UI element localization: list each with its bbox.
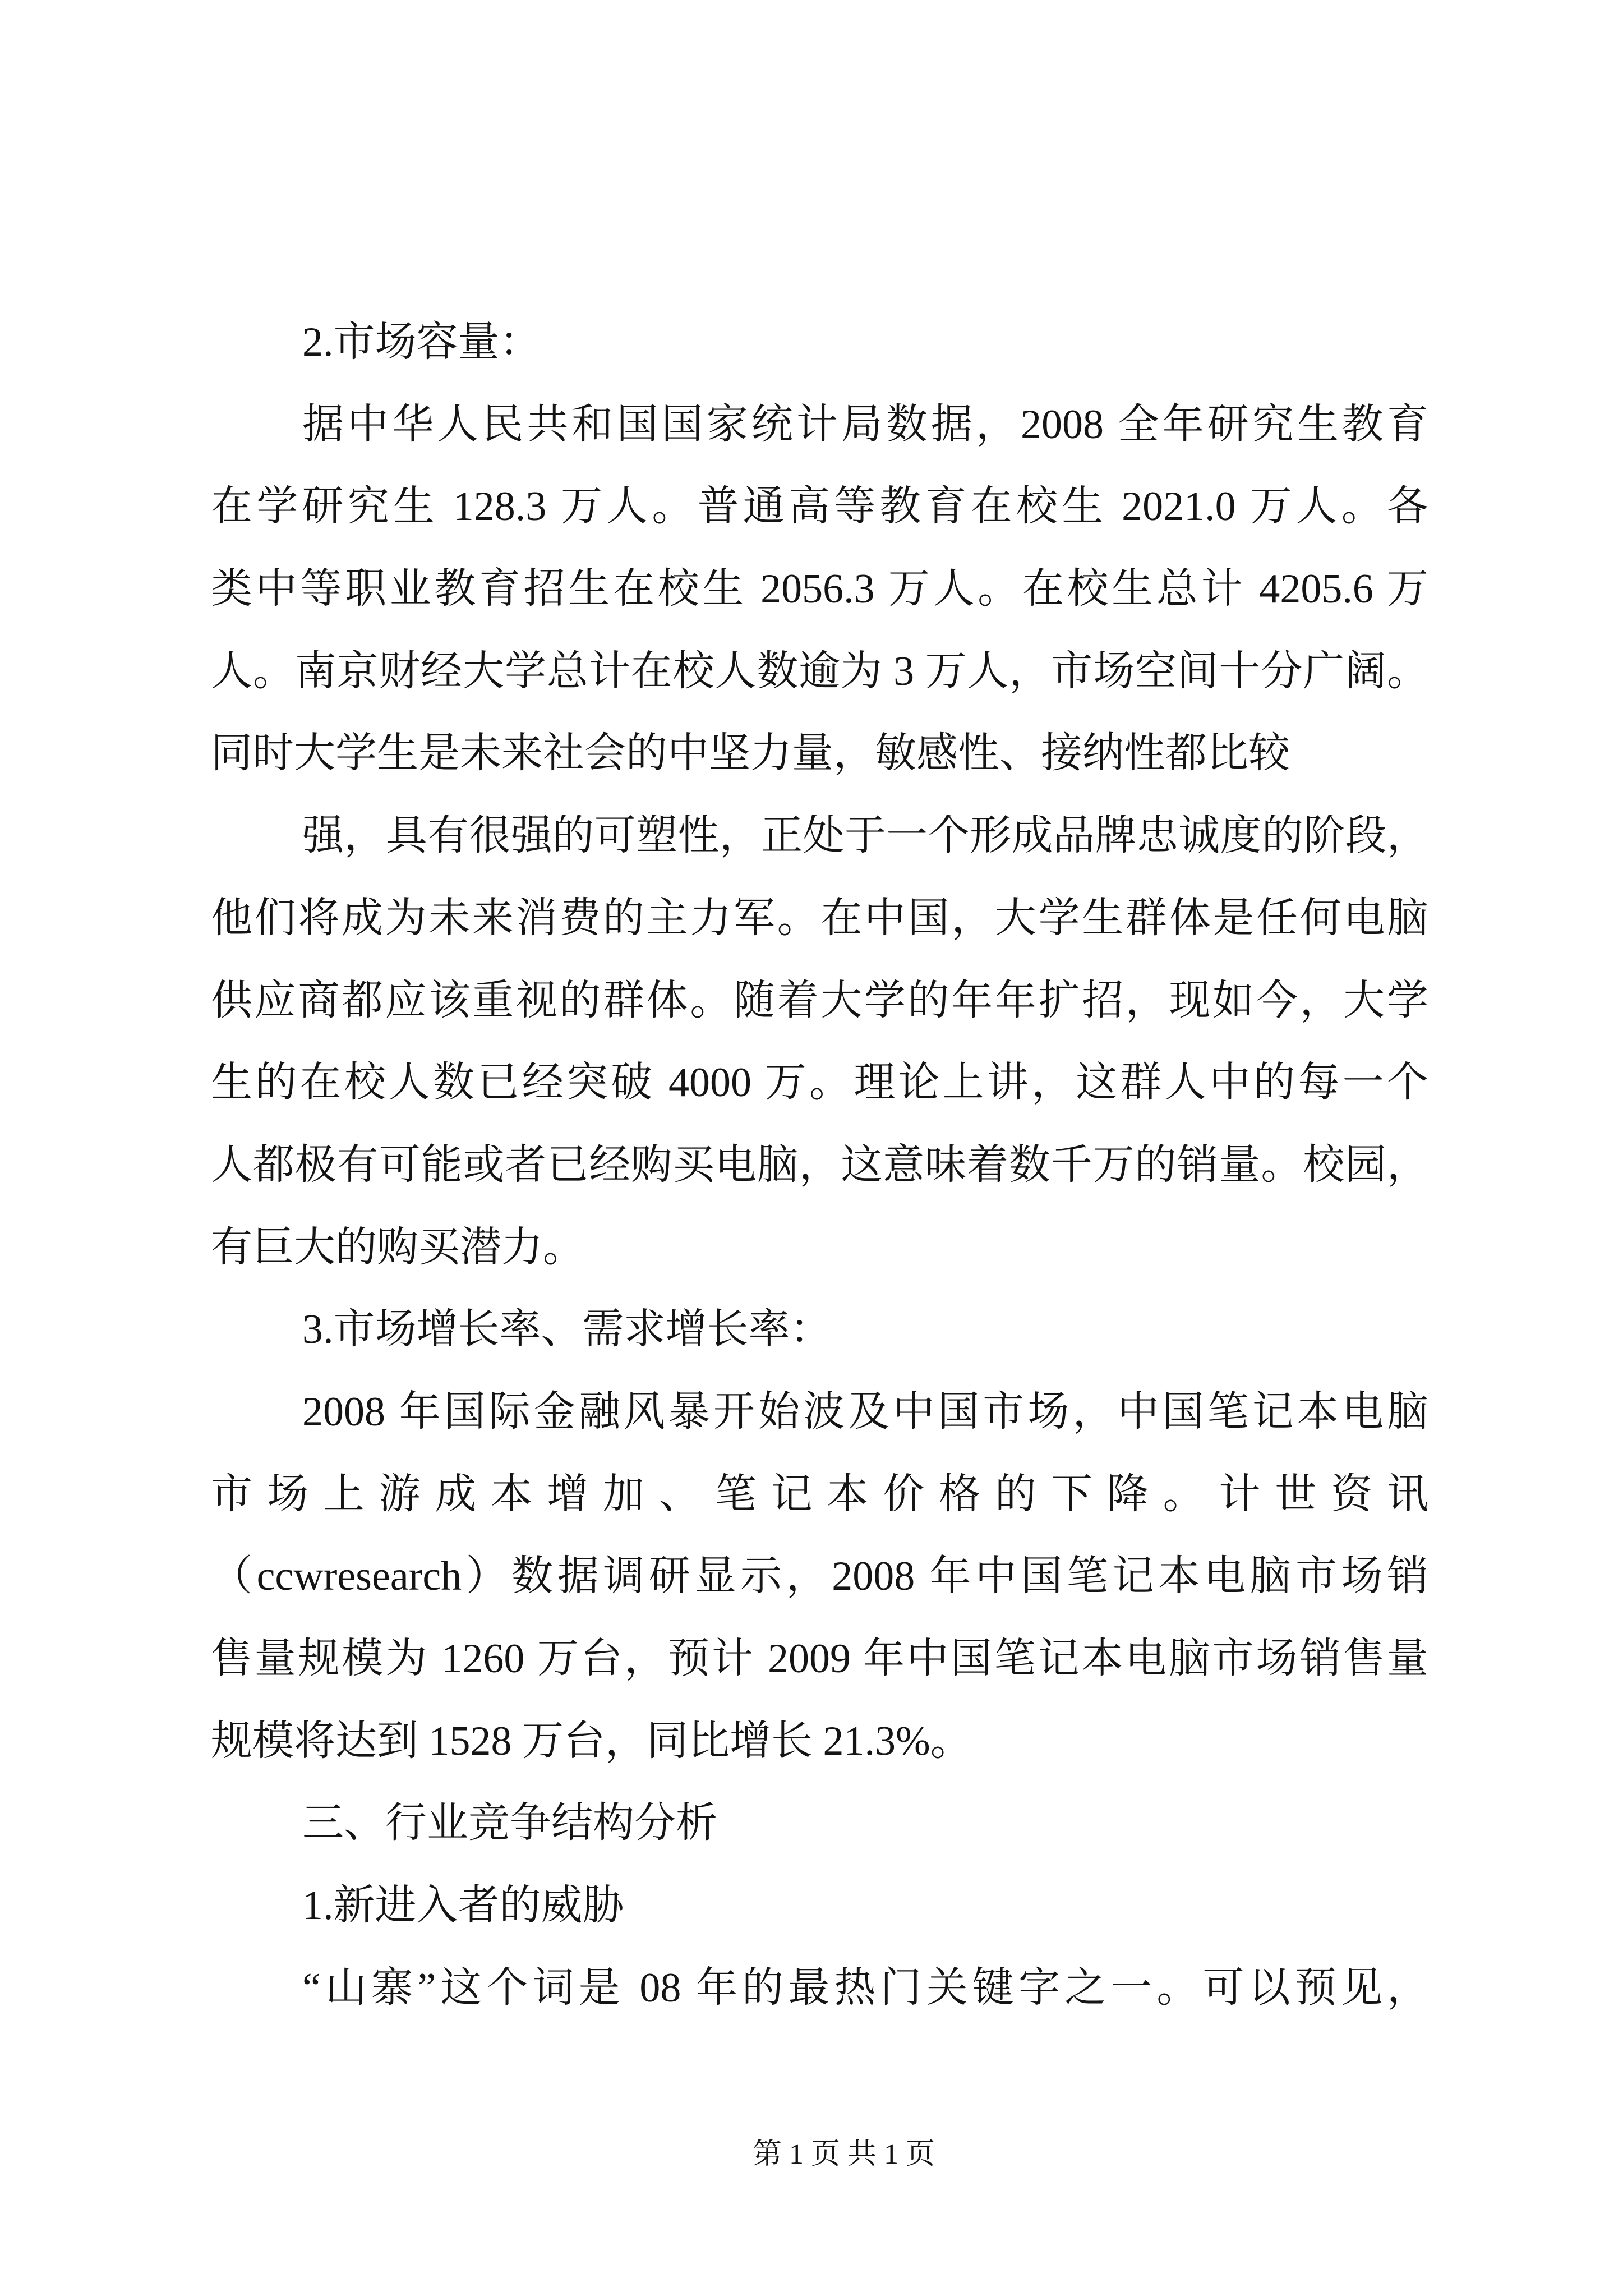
text-line: 生的在校人数已经突破 4000 万。理论上讲，这群人中的每一个: [211, 1060, 1428, 1106]
text-line: 规模将达到 1528 万台，同比增长 21.3%。: [211, 1718, 972, 1764]
paragraph: [0, 1947, 1623, 2030]
text-line: 市场上游成本增加、笔记本价格的下降。计世资讯: [211, 1471, 1428, 1517]
section-heading: 2.市场容量：: [302, 319, 541, 365]
text-line: 2008 年国际金融风暴开始波及中国市场，中国笔记本电脑: [302, 1388, 1428, 1435]
text-line: 类中等职业教育招生在校生 2056.3 万人。在校生总计 4205.6 万: [211, 566, 1428, 613]
section-heading: 3.市场增长率、需求增长率：: [302, 1306, 832, 1353]
subsection-heading: 1.新进入者的威胁: [302, 1883, 624, 1929]
text-line: 售量规模为 1260 万台，预计 2009 年中国笔记本电脑市场销售量: [211, 1636, 1428, 1682]
paragraph: [0, 1371, 1623, 1782]
paragraph: [0, 301, 1623, 384]
text-line: 同时大学生是未来社会的中坚力量，敏感性、接纳性都比较: [211, 730, 1290, 777]
text-line: “山寨”这个词是 08 年的最热门关键字之一。可以预见，: [302, 1964, 1428, 2011]
text-line: 他们将成为未来消费的主力军。在中国，大学生群体是任何电脑: [211, 895, 1428, 941]
document-body: [0, 301, 1623, 2029]
text-line: 在学研究生 128.3 万人。普通高等教育在校生 2021.0 万人。各: [211, 484, 1428, 530]
text-line: 有巨大的购买潜力。: [211, 1224, 584, 1271]
paragraph: [0, 1289, 1623, 1371]
paragraph: [0, 1782, 1623, 1865]
text-line: 人。南京财经大学总计在校人数逾为 3 万人，市场空间十分广阔。: [211, 648, 1428, 694]
text-line: 据中华人民共和国国家统计局数据，2008 全年研究生教育: [302, 401, 1428, 448]
section-heading: 三、行业竞争结构分析: [302, 1800, 717, 1847]
paragraph: [0, 384, 1623, 795]
page-footer: 第 1 页 共 1 页: [753, 2138, 935, 2170]
text-line: 供应商都应该重视的群体。随着大学的年年扩招，现如今，大学: [211, 977, 1428, 1024]
text-line: 强，具有很强的可塑性，正处于一个形成品牌忠诚度的阶段，: [302, 813, 1428, 859]
text-line: （ccwresearch）数据调研显示，2008 年中国笔记本电脑市场销: [211, 1553, 1428, 1600]
paragraph: [0, 1865, 1623, 1947]
paragraph: [0, 795, 1623, 1289]
text-line: 人都极有可能或者已经购买电脑，这意味着数千万的销量。校园，: [211, 1142, 1428, 1188]
